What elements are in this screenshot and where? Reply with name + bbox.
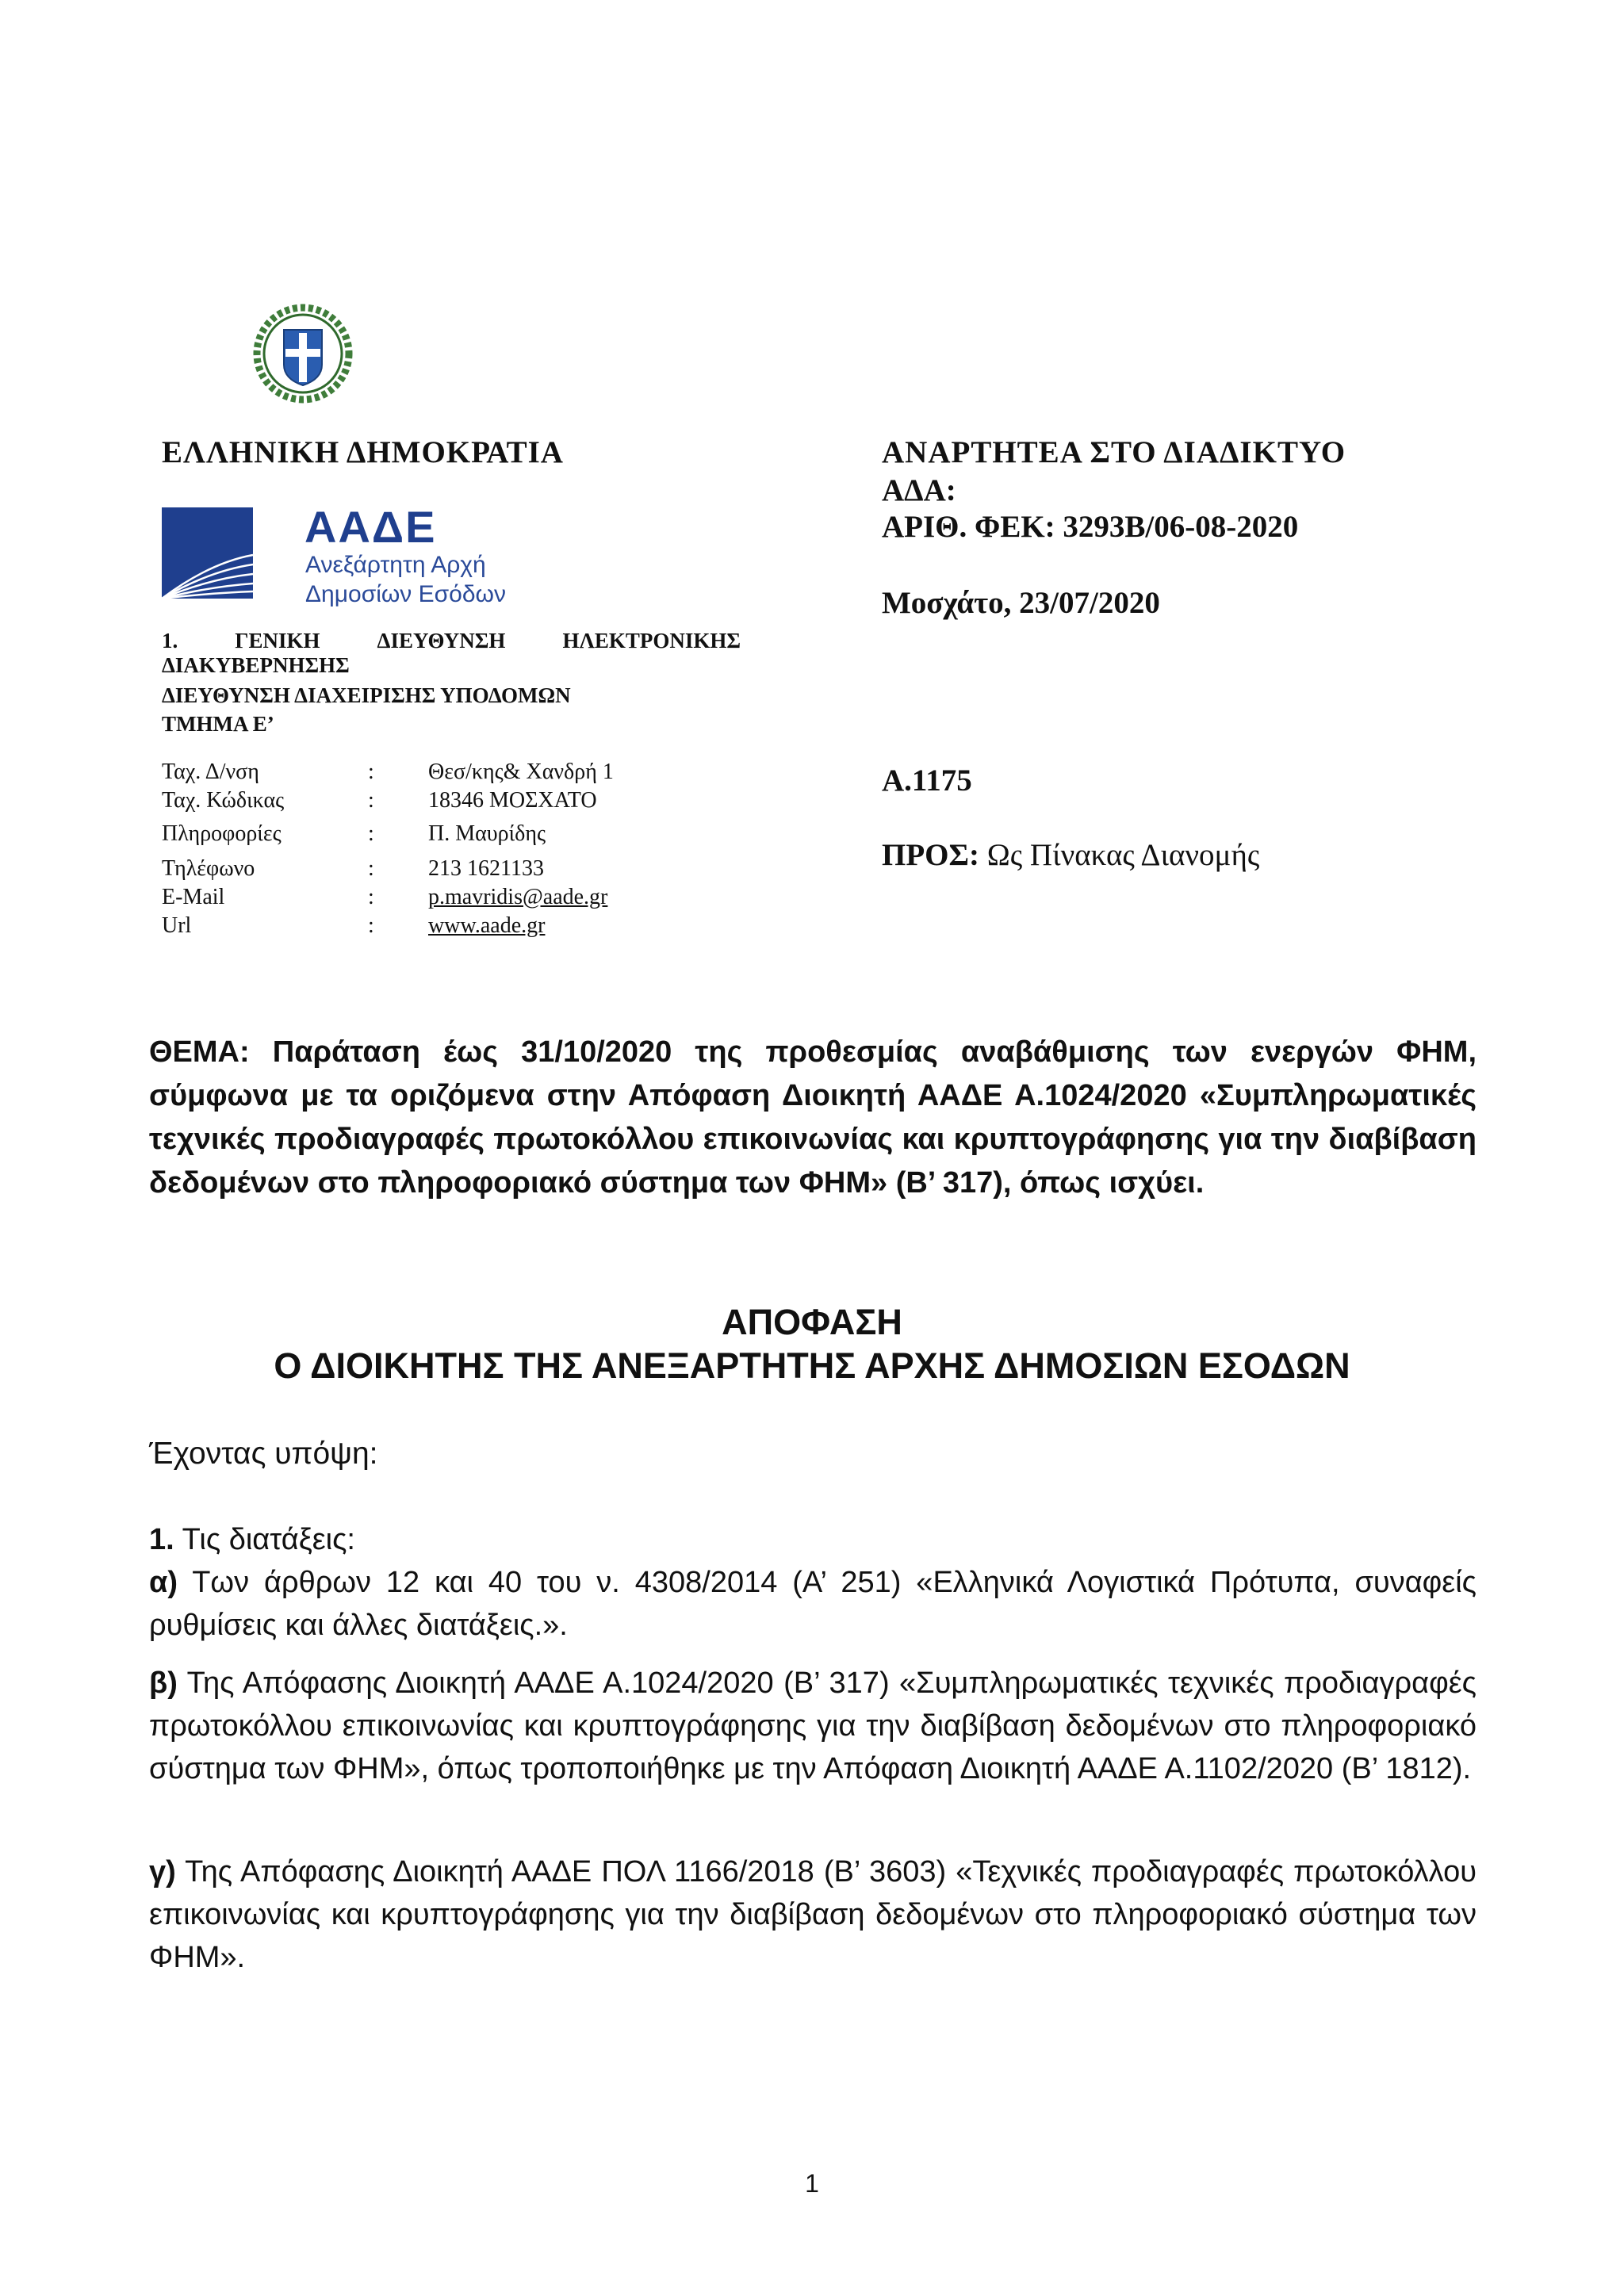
website-link[interactable]: www.aade.gr	[428, 913, 546, 938]
contact-colon: :	[368, 885, 374, 909]
provision-item	[149, 1561, 1477, 1647]
provision-item	[149, 1662, 1477, 1790]
contact-colon: :	[368, 913, 374, 938]
contact-label: Url	[162, 913, 192, 938]
contact-value: Π. Μαυρίδης	[428, 821, 546, 846]
republic-heading: ΕΛΛΗΝΙΚΗ ΔΗΜΟΚΡΑΤΙΑ	[162, 435, 564, 469]
contact-colon: :	[368, 856, 374, 881]
logo-subtitle-line1: Ανεξάρτητη Αρχή	[305, 552, 486, 578]
provision-text: Της Απόφασης Διοικητή ΑΑΔΕ Α.1024/2020 (Β’ 317) «Συμπληρωματικές τεχνικές προδιαγραφές πρωτοκόλλου επικοινωνίας και κρυπτογράφησης για την διαβίβαση δεδομένων στο πληροφοριακό σύστημα των ΦΗΜ», όπως τροποποιήθηκε με την Απόφαση Διοικητή ΑΑΔΕ Α.1102/2020 (Β’ 1812).	[149, 1667, 1477, 1785]
provision-marker: α)	[149, 1566, 178, 1599]
provision-marker: γ)	[149, 1855, 176, 1888]
provisions-label: Τις διατάξεις:	[174, 1523, 355, 1556]
contact-value: 18346 ΜΟΣΧΑΤΟ	[428, 788, 597, 813]
contact-colon: :	[368, 788, 374, 813]
document-date: Μοσχάτο, 23/07/2020	[882, 586, 1160, 620]
subject-paragraph: ΘΕΜΑ: Παράταση έως 31/10/2020 της προθεσμίας αναβάθμισης των ενεργών ΦΗΜ, σύμφωνα με τα οριζόμενα στην Απόφαση Διοικητή ΑΑΔΕ Α.1024/2020 «Συμπληρωματικές τεχνικές προδιαγραφές πρωτοκόλλου επικοινωνίας και κρυπτογράφησης για την διαβίβαση δεδομένων στο πληροφοριακό σύστημα των ΦΗΜ» (Β’ 317), όπως ισχύει.	[149, 1035, 1477, 1200]
contact-label: Τηλέφωνο	[162, 856, 255, 881]
considering-heading: Έχοντας υπόψη:	[149, 1437, 378, 1471]
department-line1-part: 1.	[162, 629, 178, 652]
provision-item	[149, 1850, 1477, 1979]
department-line1-part: ΔΙΕΥΘΥΝΣΗ	[377, 629, 506, 652]
greek-coat-of-arms-icon	[252, 303, 354, 404]
logo-wordmark: ΑΑΔΕ	[304, 502, 437, 552]
publish-online-heading: ΑΝΑΡΤΗΤΕΑ ΣΤΟ ΔΙΑΔΙΚΤΥΟ	[882, 435, 1346, 469]
contact-colon: :	[368, 760, 374, 784]
department-line1	[162, 629, 741, 653]
department-line1-part: ΗΛΕΚΤΡΟΝΙΚΗΣ	[562, 629, 741, 652]
provision-text: Της Απόφασης Διοικητή ΑΑΔΕ ΠΟΛ 1166/2018 (Β’ 3603) «Τεχνικές προδιαγραφές πρωτοκόλλου επικοινωνίας και κρυπτογράφησης για την διαβίβαση δεδομένων στο πληροφοριακό σύστημα των ΦΗΜ».	[149, 1855, 1477, 1974]
contact-value: 213 1621133	[428, 856, 544, 881]
contact-value: Θεσ/κης& Χανδρή 1	[428, 760, 614, 784]
recipients-label: ΠΡΟΣ:	[882, 838, 979, 872]
provision-text: Των άρθρων 12 και 40 του ν. 4308/2014 (Α’ 251) «Ελληνικά Λογιστικά Πρότυπα, συναφείς ρυθμίσεις και άλλες διατάξεις.».	[149, 1566, 1477, 1642]
logo-subtitle-line2: Δημοσίων Εσόδων	[305, 581, 506, 607]
department-line4: ΤΜΗΜΑ Ε’	[162, 712, 274, 736]
email-link[interactable]: p.mavridis@aade.gr	[428, 885, 608, 909]
contact-label: Ταχ. Κώδικας	[162, 788, 285, 813]
page-number: 1	[805, 2169, 819, 2198]
contact-label: Πληροφορίες	[162, 821, 282, 846]
contact-label: E-Mail	[162, 885, 225, 909]
department-line2: ΔΙΑΚΥΒΕΡΝΗΣΗΣ	[162, 653, 350, 677]
protocol-number: Α.1175	[882, 763, 972, 798]
provisions-number: 1.	[149, 1523, 174, 1556]
decision-authority: Ο ΔΙΟΙΚΗΤΗΣ ΤΗΣ ΑΝΕΞΑΡΤΗΤΗΣ ΑΡΧΗΣ ΔΗΜΟΣΙΩΝ ΕΣΟΔΩΝ	[274, 1345, 1350, 1386]
decision-title: ΑΠΟΦΑΣΗ	[722, 1302, 902, 1342]
provision-marker: β)	[149, 1667, 178, 1700]
contact-label: Ταχ. Δ/νση	[162, 760, 259, 784]
contact-colon: :	[368, 821, 374, 846]
fek-number: ΑΡΙΘ. ΦΕΚ: 3293Β/06-08-2020	[882, 510, 1299, 544]
provisions-heading	[149, 1518, 1477, 1561]
ada-label: ΑΔΑ:	[882, 473, 956, 507]
department-line1-part: ΓΕΝΙΚΗ	[235, 629, 320, 652]
recipients-line	[882, 837, 1259, 873]
recipients-value: Ως Πίνακας Διανομής	[979, 838, 1260, 872]
department-line3: ΔΙΕΥΘΥΝΣΗ ΔΙΑΧΕΙΡΙΣΗΣ ΥΠΟΔΟΜΩΝ	[162, 683, 571, 707]
